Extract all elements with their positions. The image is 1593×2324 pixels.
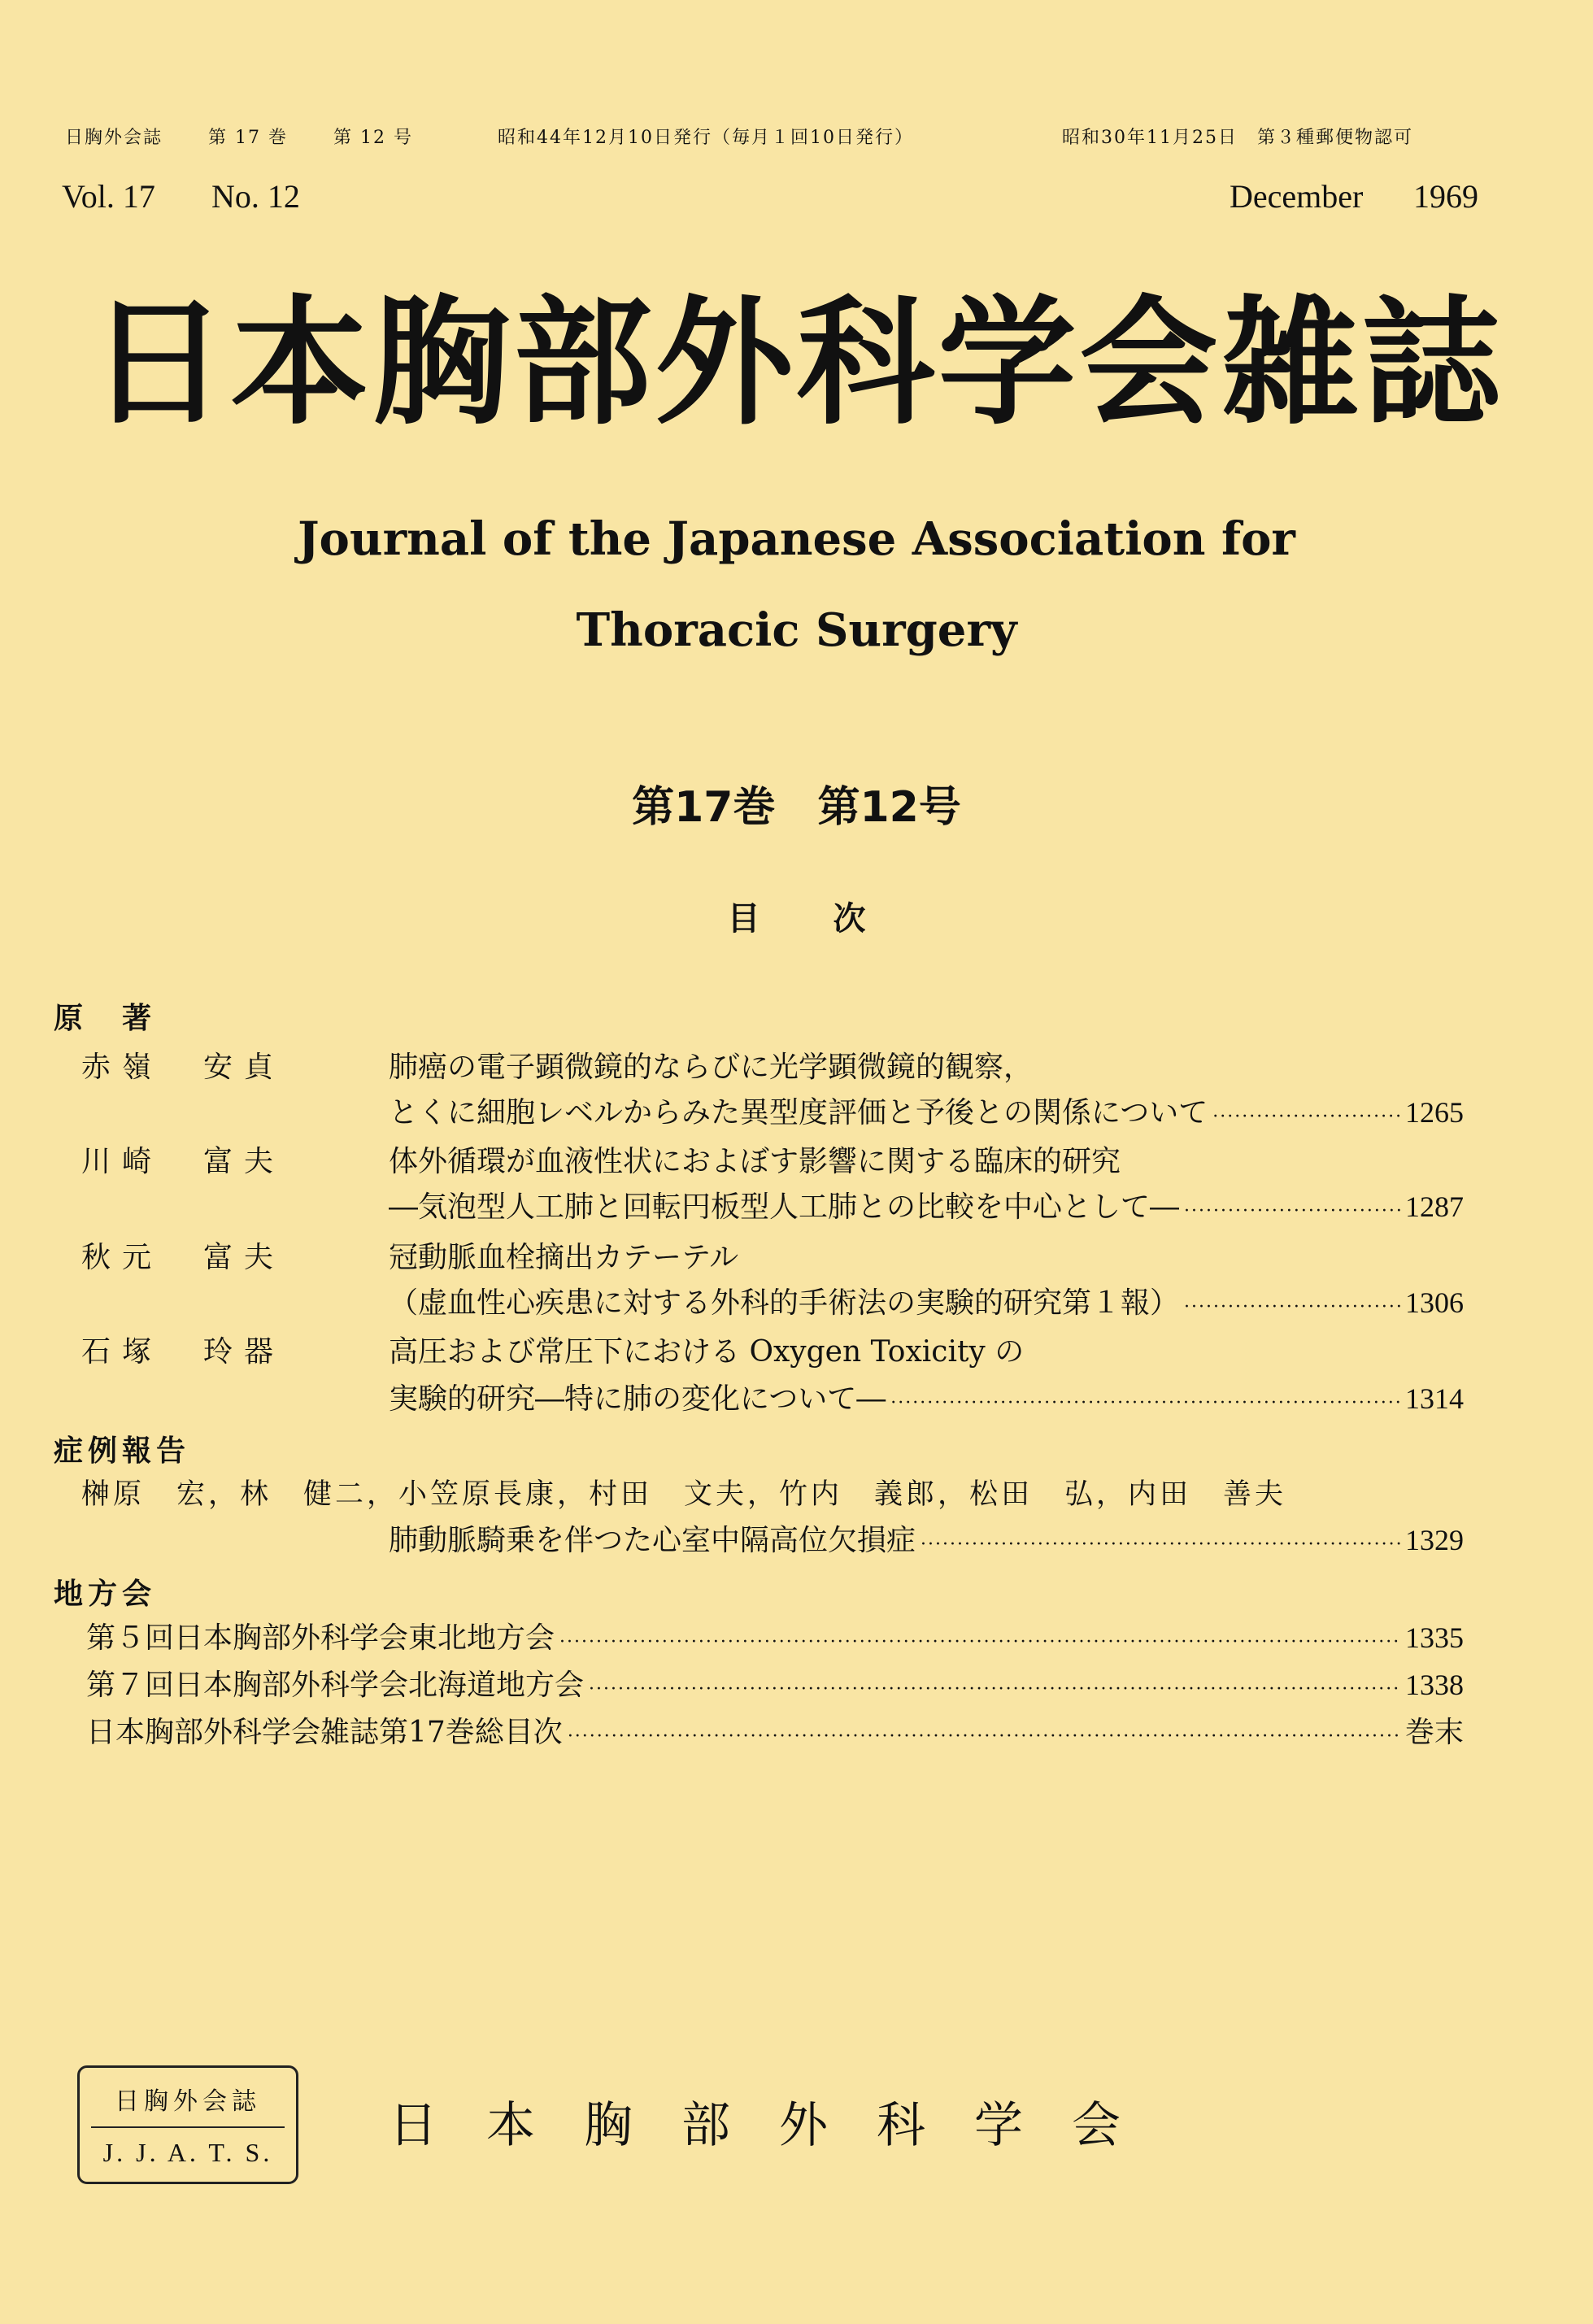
volume-jp: 第 17 巻 bbox=[208, 128, 288, 148]
leader-dots bbox=[1184, 1297, 1400, 1317]
page-number: 1287 bbox=[1405, 1190, 1464, 1223]
entry-title-text: とくに細胞レベルからみた異型度評価と予後との関係について bbox=[389, 1096, 1208, 1129]
entry-title-text: 体外循環が血液性状におよぼす影響に関する臨床的研究 bbox=[389, 1145, 1121, 1178]
toc-entry-1314[interactable] bbox=[389, 1376, 1464, 1417]
short-title: 日胸外会誌 bbox=[65, 128, 163, 148]
page-number: 巻末 bbox=[1404, 1716, 1464, 1748]
entry-title-text: （虚血性心疾患に対する外科的手術法の実験的研究第１報） bbox=[389, 1286, 1180, 1320]
toc-entry-1329[interactable] bbox=[389, 1517, 1464, 1559]
entry-title-text: 実験的研究―特に肺の変化について― bbox=[389, 1382, 886, 1416]
publication-info: 昭和44年12月10日発行（毎月１回10日発行） bbox=[498, 128, 914, 148]
toc-heading: 目次 bbox=[727, 900, 939, 938]
number-jp: 第 12 号 bbox=[333, 128, 413, 148]
journal-title-jp: 日本胸部外科学会雑誌 bbox=[89, 283, 1504, 444]
leader-dots bbox=[559, 1632, 1400, 1652]
case-report-authors: 榊原 宏，林 健二，小笠原長康，村田 文夫，竹内 義郎，松田 弘，内田 善夫 bbox=[81, 1478, 1287, 1511]
leader-dots bbox=[921, 1534, 1400, 1555]
page-number: 1306 bbox=[1405, 1286, 1464, 1319]
month-en: December bbox=[1230, 178, 1364, 215]
stamp-divider bbox=[91, 2126, 285, 2128]
entry-title-line bbox=[389, 1329, 1464, 1370]
entry-authors: 赤嶺 安貞 bbox=[81, 1051, 285, 1084]
leader-dots bbox=[890, 1393, 1400, 1413]
journal-abbreviation-stamp bbox=[77, 2065, 298, 2184]
year-en: 1969 bbox=[1413, 178, 1478, 215]
toc-entry-1338[interactable] bbox=[86, 1662, 1464, 1704]
toc-entry-1287[interactable] bbox=[389, 1184, 1464, 1225]
stamp-short-title: 日胸外会誌 bbox=[115, 2087, 261, 2116]
page-number: 1335 bbox=[1405, 1621, 1464, 1654]
entry-title-line bbox=[389, 1138, 1464, 1180]
page-number: 1265 bbox=[1405, 1096, 1464, 1129]
toc-entry-1335[interactable] bbox=[86, 1615, 1464, 1656]
volume-en: Vol. 17 bbox=[62, 178, 155, 215]
section-heading-case-reports: 症例報告 bbox=[54, 1434, 191, 1468]
journal-title-en-line2: Thoracic Surgery bbox=[576, 603, 1017, 657]
entry-title-text: 冠動脈血栓摘出カテーテル bbox=[389, 1241, 739, 1274]
entry-authors: 石塚 玲器 bbox=[81, 1335, 285, 1369]
page-number: 1338 bbox=[1405, 1669, 1464, 1701]
entry-title-text: 第５回日本胸部外科学会東北地方会 bbox=[86, 1621, 555, 1655]
section-heading-original: 原 著 bbox=[54, 1002, 157, 1035]
toc-entry-1265[interactable] bbox=[389, 1090, 1464, 1131]
page-number: 1329 bbox=[1405, 1524, 1464, 1556]
entry-authors: 川崎 富夫 bbox=[81, 1145, 285, 1178]
section-heading-regional: 地方会 bbox=[54, 1578, 157, 1611]
leader-dots bbox=[1184, 1201, 1400, 1221]
entry-title-text: 日本胸部外科学会雑誌第17巻総目次 bbox=[86, 1716, 563, 1749]
number-en: No. 12 bbox=[211, 178, 300, 215]
journal-title-en-line1: Journal of the Japanese Association for bbox=[298, 512, 1295, 566]
entry-title-text: 肺動脈騎乗を伴つた心室中隔高位欠損症 bbox=[389, 1524, 916, 1557]
entry-title-text: 肺癌の電子顕微鏡的ならびに光学顕微鏡的観察， bbox=[389, 1051, 1034, 1084]
issue-label: 第17巻 第12号 bbox=[632, 783, 961, 832]
entry-title-text: 高圧および常圧下における Oxygen Toxicity の bbox=[389, 1335, 1025, 1369]
toc-entry-1306[interactable] bbox=[389, 1280, 1464, 1321]
entry-title-line bbox=[389, 1234, 1464, 1276]
leader-dots bbox=[1212, 1107, 1400, 1127]
leader-dots bbox=[568, 1726, 1400, 1747]
publisher-name: 日本胸部外科学会 bbox=[389, 2097, 1169, 2154]
masthead bbox=[0, 0, 1593, 215]
stamp-abbreviation: J. J. A. T. S. bbox=[102, 2138, 273, 2167]
mail-permit: 昭和30年11月25日 第３種郵便物認可 bbox=[1062, 128, 1413, 148]
leader-dots bbox=[589, 1679, 1400, 1699]
entry-authors: 秋元 富夫 bbox=[81, 1241, 285, 1274]
entry-title-text: 第７回日本胸部外科学会北海道地方会 bbox=[86, 1669, 585, 1702]
entry-title-text: ―気泡型人工肺と回転円板型人工肺との比較を中心として― bbox=[389, 1190, 1180, 1224]
toc-entry-general-index[interactable] bbox=[86, 1709, 1464, 1751]
page-number: 1314 bbox=[1405, 1382, 1464, 1415]
entry-title-line bbox=[389, 1044, 1464, 1086]
